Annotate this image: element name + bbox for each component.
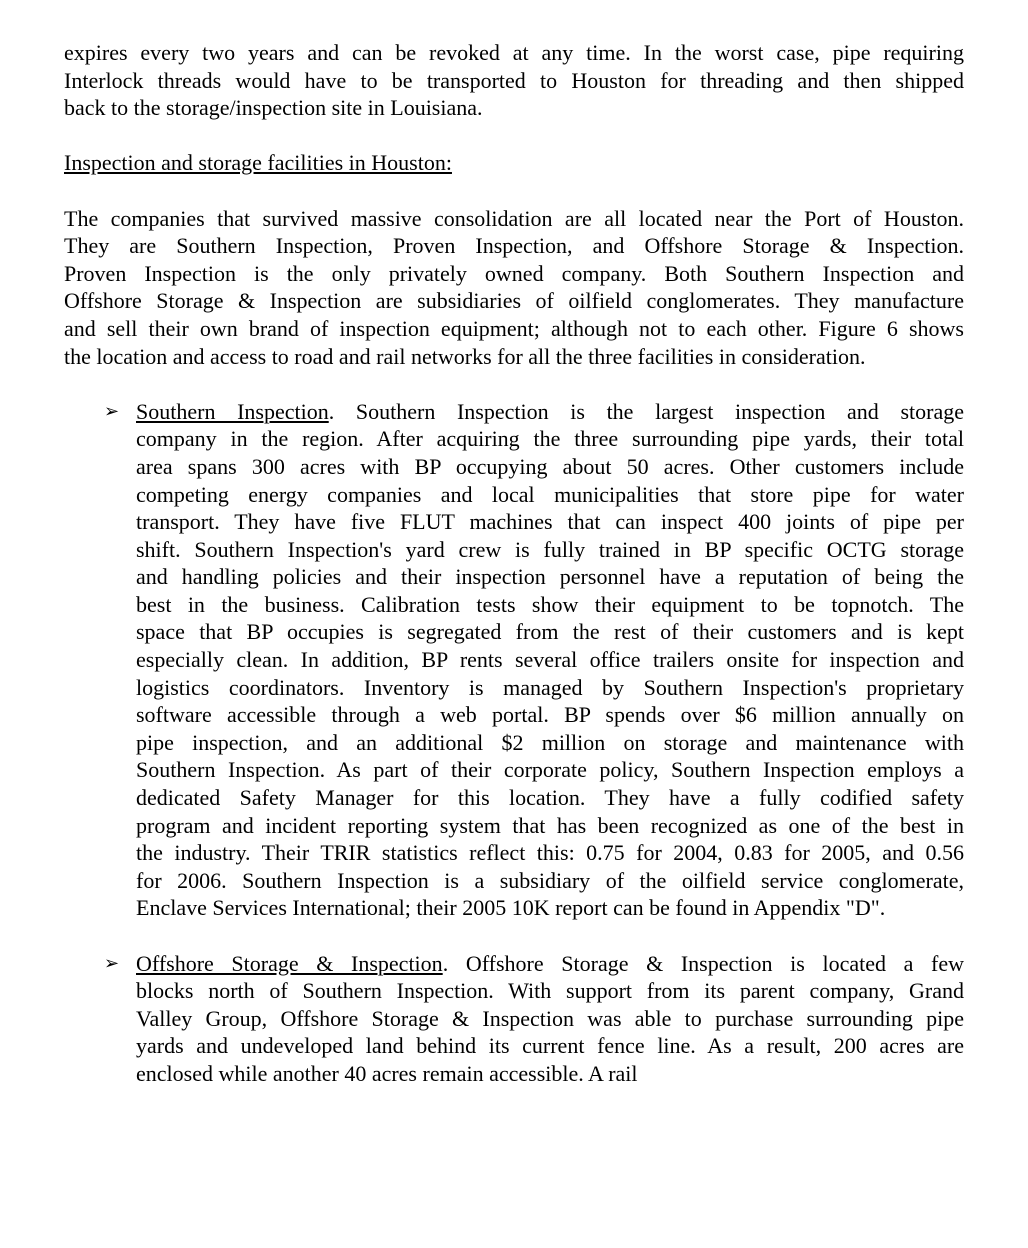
document-page	[64, 39, 964, 1088]
text-line: the location and access to road and rail networks for all the three facilities in consideration.	[64, 343, 866, 369]
text-line: . Southern Inspection is the largest inspection and storage	[328, 398, 964, 424]
text-line: logistics coordinators. Inventory is managed by Southern Inspection's proprietary	[136, 674, 964, 700]
text-line: yards and undeveloped land behind its current fence line. As a result, 200 acres are	[136, 1033, 964, 1059]
text-line: dedicated Safety Manager for this location. They have a fully codified safety	[136, 785, 964, 811]
text-line: Interlock threads would have to be transported to Houston for threading and then shipped	[64, 67, 964, 93]
text-line: enclosed while another 40 acres remain accessible. A rail	[136, 1060, 638, 1086]
text-line: space that BP occupies is segregated from the rest of their customers and is kept	[136, 619, 964, 645]
paragraph-intro	[64, 39, 964, 122]
text-line: the industry. Their TRIR statistics reflect this: 0.75 for 2004, 0.83 for 2005, and 0.56	[136, 840, 964, 866]
text-line: especially clean. In addition, BP rents several office trailers onsite for inspection and	[136, 647, 964, 673]
text-line: pipe inspection, and an additional $2 million on storage and maintenance with	[136, 729, 964, 755]
text-line: transport. They have five FLUT machines that can inspect 400 joints of pipe per	[136, 509, 964, 535]
text-line: Proven Inspection is the only privately owned company. Both Southern Inspection and	[64, 260, 964, 286]
text-line: shift. Southern Inspection's yard crew is fully trained in BP specific OCTG storage	[136, 536, 964, 562]
text-line: software accessible through a web portal. BP spends over $6 million annually on	[136, 702, 964, 728]
text-line: area spans 300 acres with BP occupying about 50 acres. Other customers include	[136, 453, 964, 479]
text-line: The companies that survived massive consolidation are all located near the Port of Houston.	[64, 205, 964, 231]
arrow-bullet-icon: ➢	[104, 952, 120, 973]
text-line: Offshore Storage & Inspection are subsidiaries of oilfield conglomerates. They manufacture	[64, 288, 964, 314]
text-line: competing energy companies and local municipalities that store pipe for water	[136, 481, 964, 507]
bullet-title: Offshore Storage & Inspection	[136, 950, 443, 976]
section-heading: Inspection and storage facilities in Houston:	[64, 150, 452, 176]
text-line: for 2006. Southern Inspection is a subsidiary of the oilfield service conglomerate,	[136, 867, 964, 893]
text-line: and sell their own brand of inspection equipment; although not to each other. Figure 6 shows	[64, 315, 964, 341]
bullet-southern-inspection	[104, 398, 964, 922]
arrow-bullet-icon: ➢	[104, 400, 120, 421]
text-line: company in the region. After acquiring the three surrounding pipe yards, their total	[136, 426, 964, 452]
bullet-title: Southern Inspection	[136, 398, 329, 424]
text-line: Enclave Services International; their 2005 10K report can be found in Appendix "D".	[136, 895, 886, 921]
bullet-offshore-storage	[104, 950, 964, 1088]
text-line: best in the business. Calibration tests show their equipment to be topnotch. The	[136, 591, 964, 617]
text-line: expires every two years and can be revoked at any time. In the worst case, pipe requiring	[64, 40, 964, 65]
text-line: back to the storage/inspection site in Louisiana.	[64, 95, 483, 121]
text-line: program and incident reporting system that has been recognized as one of the best in	[136, 812, 964, 838]
text-line: Valley Group, Offshore Storage & Inspection was able to purchase surrounding pipe	[136, 1005, 964, 1031]
text-line: . Offshore Storage & Inspection is located a few	[442, 950, 964, 976]
text-line: Southern Inspection. As part of their corporate policy, Southern Inspection employs a	[136, 757, 964, 783]
paragraph-companies	[64, 205, 964, 371]
text-line: blocks north of Southern Inspection. With support from its parent company, Grand	[136, 978, 964, 1004]
text-line: and handling policies and their inspection personnel have a reputation of being the	[136, 564, 964, 590]
text-line: They are Southern Inspection, Proven Inspection, and Offshore Storage & Inspection.	[64, 233, 964, 259]
